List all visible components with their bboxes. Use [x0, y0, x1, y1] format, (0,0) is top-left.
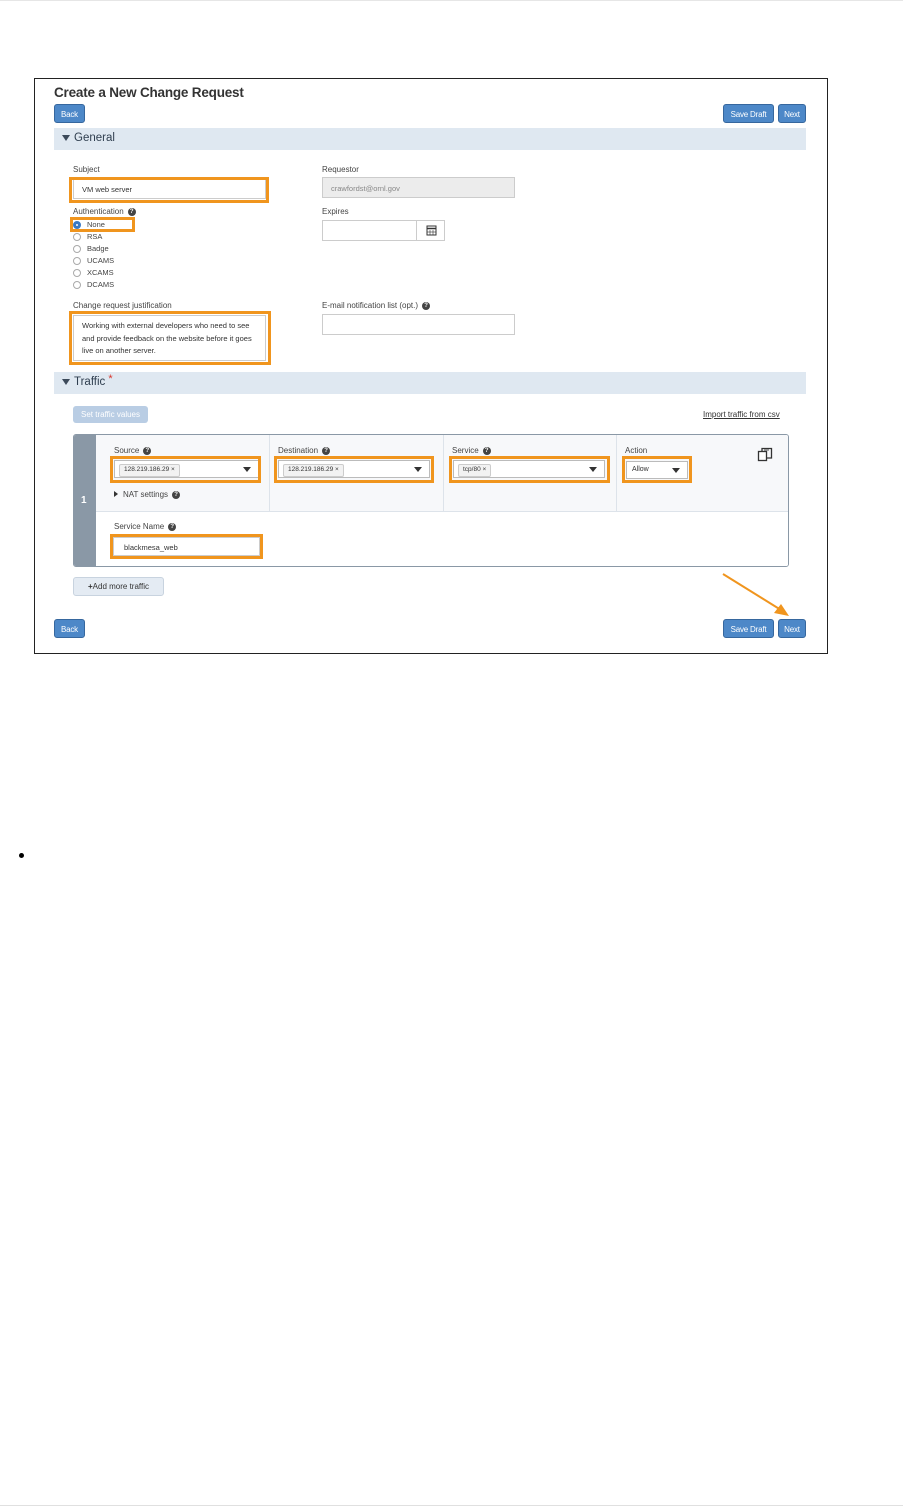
next-button[interactable]: Next — [778, 104, 806, 123]
service-label: Service ? — [452, 446, 491, 455]
radio-option-dcams[interactable]: DCAMS — [73, 280, 114, 291]
radio-selected-icon — [73, 221, 81, 229]
email-label — [322, 301, 430, 310]
subject-input[interactable]: VM web server — [73, 179, 266, 199]
back-button[interactable]: Back — [54, 104, 85, 123]
copy-icon[interactable] — [757, 447, 773, 463]
traffic-section-header[interactable] — [54, 372, 806, 394]
help-icon[interactable]: ? — [483, 447, 491, 455]
authentication-label — [73, 207, 136, 216]
help-icon[interactable]: ? — [143, 447, 151, 455]
action-label: Action — [625, 446, 648, 455]
set-traffic-values-button[interactable]: Set traffic values — [73, 406, 148, 423]
destination-tag: 128.219.186.29 × — [283, 464, 344, 477]
action-select[interactable] — [626, 461, 688, 479]
save-draft-button[interactable]: Save Draft — [723, 104, 774, 123]
dropdown-caret-icon — [243, 467, 251, 472]
calendar-icon — [417, 221, 446, 240]
radio-icon — [73, 257, 81, 265]
radio-option-none[interactable]: None — [73, 220, 105, 231]
justification-label: Change request justification — [73, 301, 172, 310]
expand-triangle-icon — [114, 491, 118, 497]
requestor-label: Requestor — [322, 165, 359, 174]
destination-select[interactable] — [278, 460, 430, 478]
help-icon[interactable]: ? — [128, 208, 136, 216]
collapse-triangle-icon — [62, 135, 70, 141]
source-label: Source ? — [114, 446, 151, 455]
import-traffic-link[interactable]: Import traffic from csv — [703, 410, 780, 419]
nat-settings-toggle[interactable]: NAT settings ? — [114, 490, 180, 499]
authentication-label-text: Authentication — [73, 207, 124, 216]
email-input[interactable] — [322, 314, 515, 335]
general-section-header[interactable] — [54, 128, 806, 150]
expires-label: Expires — [322, 207, 349, 216]
dropdown-caret-icon — [672, 468, 680, 473]
radio-icon — [73, 269, 81, 277]
service-tag: tcp/80 × — [458, 464, 491, 477]
help-icon[interactable]: ? — [172, 491, 180, 499]
help-icon[interactable]: ? — [422, 302, 430, 310]
source-tag: 128.219.186.29 × — [119, 464, 180, 477]
plus-icon: + — [88, 582, 93, 591]
save-draft-button-bottom[interactable]: Save Draft — [723, 619, 774, 638]
bottom-divider — [0, 1505, 903, 1506]
change-request-screenshot — [34, 78, 828, 654]
radio-icon — [73, 233, 81, 241]
dropdown-caret-icon — [589, 467, 597, 472]
general-section-label: General — [74, 132, 115, 144]
email-label-text: E-mail notification list (opt.) — [322, 301, 419, 310]
remove-tag-icon[interactable]: × — [335, 466, 339, 473]
justification-textarea[interactable]: Working with external developers who need to see and provide feedback on the website before it goes live on another server. — [73, 315, 266, 361]
subject-label: Subject — [73, 165, 100, 174]
bullet-marker — [19, 853, 24, 858]
dropdown-caret-icon — [414, 467, 422, 472]
service-name-label: Service Name ? — [114, 522, 176, 531]
expires-input[interactable] — [322, 220, 417, 241]
calendar-button[interactable] — [416, 220, 445, 241]
traffic-row-index: 1 — [74, 435, 96, 566]
required-marker: * — [108, 373, 113, 385]
service-select[interactable] — [453, 460, 605, 478]
radio-option-badge[interactable]: Badge — [73, 244, 109, 255]
requestor-field: crawfordst@ornl.gov — [322, 177, 515, 198]
radio-option-ucams[interactable]: UCAMS — [73, 256, 114, 267]
arrow-annotation-icon — [715, 569, 815, 624]
radio-option-rsa[interactable]: RSA — [73, 232, 102, 243]
action-value: Allow — [632, 466, 649, 473]
help-icon[interactable]: ? — [322, 447, 330, 455]
help-icon[interactable]: ? — [168, 523, 176, 531]
source-select[interactable] — [114, 460, 259, 478]
add-more-traffic-button[interactable]: +Add more traffic — [73, 577, 164, 596]
top-divider — [0, 0, 903, 1]
next-button-bottom[interactable]: Next — [778, 619, 806, 638]
remove-tag-icon[interactable]: × — [482, 466, 487, 473]
radio-icon — [73, 245, 81, 253]
back-button-bottom[interactable]: Back — [54, 619, 85, 638]
destination-label: Destination ? — [278, 446, 330, 455]
radio-option-xcams[interactable]: XCAMS — [73, 268, 114, 279]
radio-icon — [73, 281, 81, 289]
service-name-input[interactable]: blackmesa_web — [113, 537, 260, 556]
traffic-section-label: Traffic * — [74, 373, 113, 388]
collapse-triangle-icon — [62, 379, 70, 385]
remove-tag-icon[interactable]: × — [171, 466, 175, 473]
page-title: Create a New Change Request — [54, 85, 244, 100]
